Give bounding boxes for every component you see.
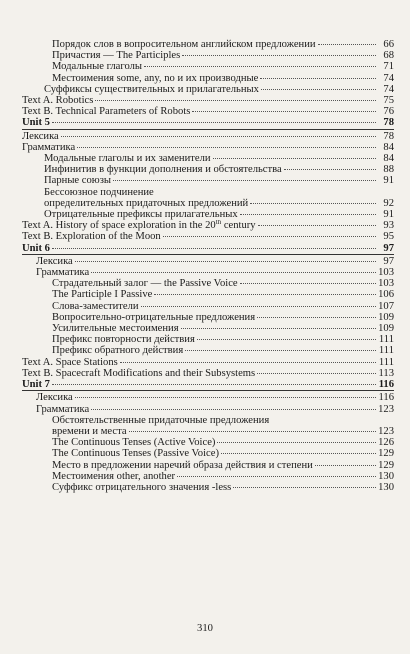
dot-leader (77, 147, 376, 148)
toc-entry-text: Место в предложении наречий образа действия и степени (52, 459, 313, 471)
toc-entry-title (36, 404, 89, 415)
dot-leader (182, 55, 376, 56)
toc-page-number: 74 (383, 83, 394, 95)
toc-entry-text: Суффикс отрицательного значения -less (52, 481, 232, 493)
toc-entry-text: Лексика (36, 255, 73, 267)
toc-entry-text: Инфинитив в функции дополнения и обстоятельства (44, 164, 282, 176)
dot-leader (261, 89, 376, 90)
toc-entry-title (52, 334, 195, 345)
toc-entry-title (22, 95, 93, 106)
toc-entry (22, 471, 394, 482)
dot-leader (91, 409, 376, 410)
toc-entry (22, 39, 394, 50)
toc-entry (22, 95, 394, 106)
toc-entry-text: Префикс повторности действия (52, 334, 195, 346)
toc-entry (22, 84, 394, 95)
toc-entry (22, 278, 394, 289)
toc-entry-title (52, 301, 139, 312)
toc-entry-text: Префикс обратного действия (52, 345, 184, 357)
toc-unit-heading (22, 379, 394, 390)
toc-entry-text: Модальные глаголы и их заменители (44, 153, 211, 165)
toc-entry (22, 164, 394, 175)
dot-leader (192, 111, 376, 112)
toc-entry-text: Порядок слов в вопросительном английском предложении (52, 39, 316, 50)
dot-leader (240, 214, 376, 215)
toc-entry-text: Усилительные местоимения (52, 323, 179, 335)
toc-entry-title (52, 426, 127, 437)
dot-leader (315, 465, 376, 466)
toc-page-number: 109 (378, 311, 394, 323)
toc-page-number: 111 (378, 345, 394, 357)
toc-entry (22, 267, 394, 278)
dot-leader (177, 476, 376, 477)
toc-entry-title (22, 142, 75, 153)
toc-entry-text: Парные союзы (44, 175, 112, 187)
toc-entry-text: Вопросительно-отрицательные предложения (52, 311, 256, 323)
toc-entry (22, 482, 394, 493)
toc-page-number: 129 (378, 459, 394, 471)
toc-entry-text: Text A. Space Stations (22, 356, 118, 368)
toc-entry-title (52, 448, 219, 459)
toc-entry (22, 131, 394, 142)
dot-leader (257, 317, 376, 318)
toc-entry-text: The Participle I Passive (52, 289, 153, 301)
toc-page-number: 111 (378, 334, 394, 346)
toc-entry (22, 209, 394, 220)
dot-leader (144, 66, 376, 67)
toc-entry-title (22, 368, 255, 379)
dot-leader (197, 339, 376, 340)
toc-entry-text: Модальные глаголы (52, 61, 143, 73)
toc-entry-title (52, 482, 231, 493)
dot-leader (217, 442, 376, 443)
toc-page-number: 92 (383, 197, 394, 209)
toc-entry (22, 106, 394, 117)
toc-entry-title (52, 415, 269, 426)
toc-page-number: 123 (378, 403, 394, 415)
toc-entry (22, 415, 394, 426)
dot-leader (260, 78, 376, 79)
toc-entry-text-after: century (221, 220, 256, 232)
toc-entry (22, 187, 394, 198)
toc-page-number: 106 (378, 289, 394, 301)
toc-entry-text: The Continuous Tenses (Passive Voice) (52, 448, 219, 460)
toc-entry (22, 220, 394, 231)
dot-leader (129, 431, 376, 432)
dot-leader (91, 272, 376, 273)
toc-entry-title (22, 243, 50, 254)
toc-entry-text: Text A. History of space exploration in the 20 (22, 220, 216, 232)
dot-leader (258, 225, 376, 226)
toc-entry (22, 256, 394, 267)
toc-page-number: 91 (383, 209, 394, 221)
toc-entry-title (52, 460, 313, 471)
toc-entry-title (52, 39, 316, 50)
toc-entry-title (52, 345, 183, 356)
toc-page-number: 78 (383, 130, 394, 142)
toc-entry-text: Слова-заместители (52, 300, 139, 312)
dot-leader (141, 306, 376, 307)
toc-entry-text: Text A. Robotics (22, 95, 94, 107)
toc-entry (22, 198, 394, 209)
toc-entry-title (22, 117, 50, 128)
toc-entry-text: Суффиксы существительных и прилагательных (44, 83, 259, 95)
toc-entry-title (36, 392, 73, 403)
toc-page-number: 109 (378, 323, 394, 335)
toc-entry-text: Страдательный залог — the Passive Voice (52, 278, 238, 290)
toc-entry-title (22, 220, 256, 231)
toc-entry-superscript: th (215, 220, 222, 227)
table-of-contents (22, 39, 394, 493)
toc-unit-heading (22, 243, 394, 254)
toc-entry-text: Text B. Spacecraft Modifications and their Subsystems (22, 367, 256, 379)
dot-leader (318, 44, 376, 45)
dot-leader (52, 384, 376, 385)
toc-page-number: 116 (378, 379, 394, 391)
dot-leader (52, 248, 376, 249)
toc-entry (22, 289, 394, 300)
toc-page-number: 130 (378, 470, 394, 482)
toc-entry-title (22, 231, 161, 242)
toc-entry-title (52, 50, 180, 61)
toc-page-number: 123 (378, 425, 394, 437)
toc-entry-title (36, 256, 73, 267)
toc-entry (22, 437, 394, 448)
toc-entry-text: Unit 5 (22, 117, 50, 129)
toc-entry-title (52, 437, 215, 448)
toc-page-number: 76 (383, 106, 394, 118)
toc-entry (22, 345, 394, 356)
toc-entry-text: Причастия — The Participles (52, 50, 181, 62)
toc-entry (22, 368, 394, 379)
toc-entry (22, 404, 394, 415)
toc-entry-text: Unit 7 (22, 379, 50, 391)
dot-leader (233, 487, 376, 488)
toc-entry-text: времени и места (52, 425, 127, 437)
toc-entry-text: Лексика (22, 130, 59, 142)
toc-entry (22, 231, 394, 242)
toc-page-number: 68 (383, 50, 394, 62)
toc-entry (22, 426, 394, 437)
toc-page-number: 107 (378, 300, 394, 312)
page-number: 310 (197, 623, 213, 634)
toc-entry-title (22, 379, 50, 390)
toc-page-number: 111 (378, 356, 394, 368)
dot-leader (240, 283, 376, 284)
toc-entry (22, 312, 394, 323)
toc-entry (22, 175, 394, 186)
toc-entry-text: Местоимения other, another (52, 470, 176, 482)
toc-page-number: 116 (378, 392, 394, 404)
toc-entry (22, 334, 394, 345)
toc-page-number: 97 (383, 255, 394, 267)
toc-entry-title (44, 198, 248, 209)
toc-page-number: 103 (378, 278, 394, 290)
toc-entry-title (36, 267, 89, 278)
toc-page-number: 84 (383, 141, 394, 153)
dot-leader (75, 261, 376, 262)
toc-page-number: 88 (383, 164, 394, 176)
toc-entry (22, 50, 394, 61)
toc-page-number: 95 (383, 231, 394, 243)
toc-entry (22, 392, 394, 403)
toc-entry (22, 357, 394, 368)
toc-entry-title (44, 164, 282, 175)
toc-entry (22, 73, 394, 84)
toc-entry-text: Text B. Technical Parameters of Robots (22, 106, 191, 118)
toc-entry (22, 61, 394, 72)
dot-leader (52, 122, 376, 123)
toc-page-number: 75 (383, 95, 394, 107)
toc-entry-title (44, 175, 111, 186)
toc-entry-title (52, 61, 142, 72)
toc-entry-text: Грамматика (22, 141, 76, 153)
toc-page-number: 84 (383, 153, 394, 165)
toc-unit-heading (22, 117, 394, 128)
toc-entry (22, 142, 394, 153)
toc-entry-title (44, 153, 211, 164)
toc-entry-title (22, 106, 190, 117)
toc-page-number: 126 (378, 437, 394, 449)
dot-leader (154, 294, 376, 295)
toc-entry-text: Обстоятельственные придаточные предложения (52, 414, 270, 426)
toc-entry-text: Грамматика (36, 267, 90, 279)
toc-page-number: 97 (383, 242, 394, 254)
toc-page-number: 103 (378, 267, 394, 279)
toc-entry-text: Unit 6 (22, 242, 50, 254)
toc-page-number: 91 (383, 175, 394, 187)
toc-entry-title (52, 312, 255, 323)
toc-entry-title (44, 84, 259, 95)
toc-entry-text: Грамматика (36, 403, 90, 415)
toc-page-number: 78 (383, 117, 394, 129)
dot-leader (257, 373, 376, 374)
toc-entry-text: Бессоюзное подчинение (44, 186, 154, 198)
toc-entry-title (52, 73, 258, 84)
toc-entry-title (52, 471, 175, 482)
toc-entry-title (22, 131, 59, 142)
dot-leader (95, 100, 376, 101)
dot-leader (250, 203, 376, 204)
dot-leader (213, 158, 376, 159)
dot-leader (185, 350, 376, 351)
toc-entry (22, 460, 394, 471)
toc-entry (22, 301, 394, 312)
toc-page-number: 71 (383, 61, 394, 73)
toc-page-number: 66 (383, 39, 394, 50)
toc-entry-title (52, 323, 179, 334)
toc-page-number: 129 (378, 448, 394, 460)
dot-leader (61, 136, 376, 137)
toc-entry-title (52, 278, 238, 289)
toc-page-number: 74 (383, 72, 394, 84)
dot-leader (181, 328, 376, 329)
dot-leader (163, 236, 376, 237)
toc-page-number: 130 (378, 481, 394, 493)
toc-entry-text: Отрицательные префиксы прилагательных (44, 209, 238, 221)
toc-entry-title (44, 209, 238, 220)
toc-entry-title (44, 187, 154, 198)
toc-entry-text: Text B. Exploration of the Moon (22, 231, 161, 243)
toc-entry-title (22, 357, 118, 368)
toc-entry (22, 448, 394, 459)
dot-leader (221, 453, 376, 454)
dot-leader (113, 180, 376, 181)
dot-leader (75, 397, 376, 398)
toc-entry-text: Лексика (36, 392, 73, 404)
toc-page-number: 113 (378, 367, 394, 379)
toc-page-number: 93 (383, 220, 394, 232)
dot-leader (284, 169, 376, 170)
toc-entry-title (52, 289, 152, 300)
toc-entry (22, 323, 394, 334)
toc-entry-text: определительных придаточных предложений (44, 197, 249, 209)
toc-entry (22, 153, 394, 164)
dot-leader (120, 362, 376, 363)
toc-entry-text: The Continuous Tenses (Active Voice) (52, 437, 216, 449)
toc-entry-text: Местоимения some, any, no и их производные (52, 72, 259, 84)
